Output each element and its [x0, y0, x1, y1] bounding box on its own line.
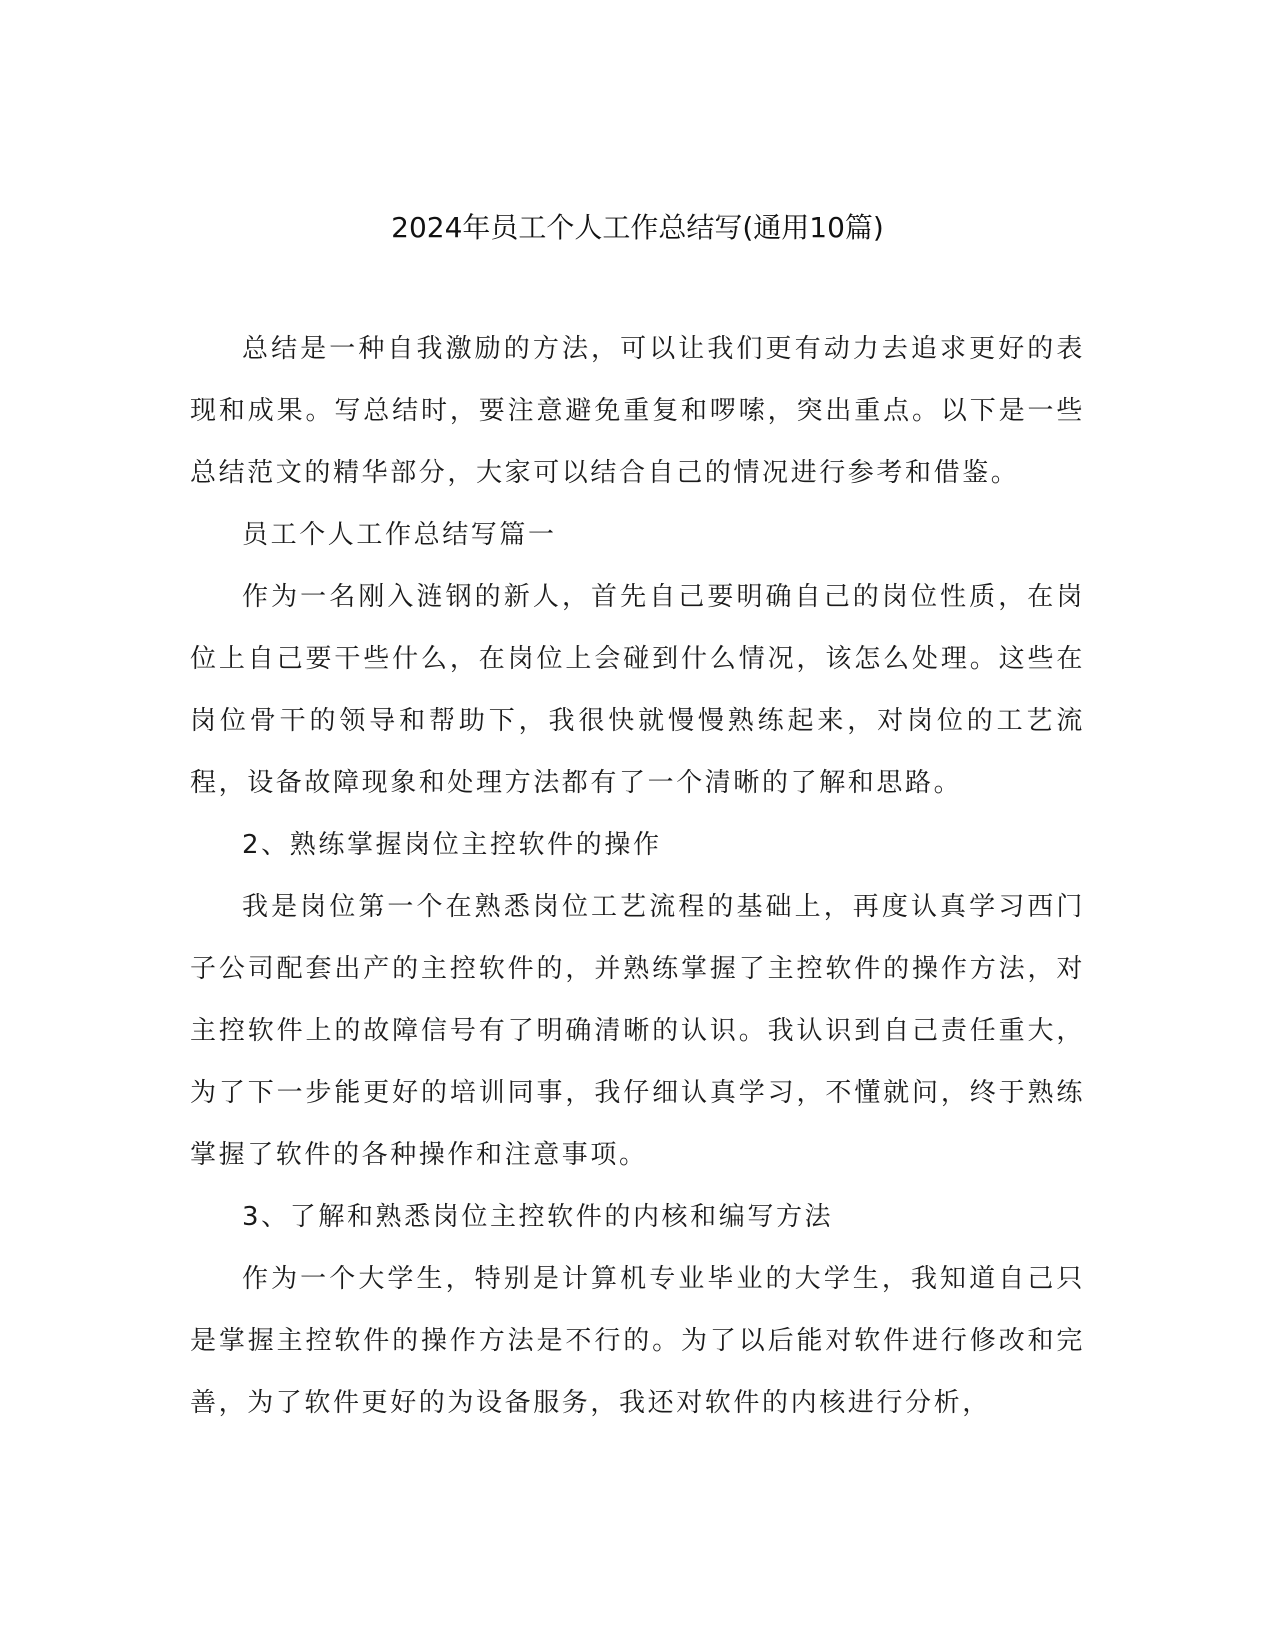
document-title: 2024年员工个人工作总结写(通用10篇) [391, 211, 884, 244]
intro-paragraph: 总结是一种自我激励的方法，可以让我们更有动力去追求更好的表现和成果。写总结时，要注意避免重复和啰嗦，突出重点。以下是一些总结范文的精华部分，大家可以结合自己的情况进行参考和借鉴。 [190, 334, 1085, 488]
body-paragraph: 作为一个大学生，特别是计算机专业毕业的大学生，我知道自己只是掌握主控软件的操作方法是不行的。为了以后能对软件进行修改和完善，为了软件更好的为设备服务，我还对软件的内核进行分析， [190, 1264, 1085, 1418]
document-body [190, 318, 1085, 1434]
section-heading-2: 2、熟练掌握岗位主控软件的操作 [242, 830, 662, 860]
body-paragraph: 我是岗位第一个在熟悉岗位工艺流程的基础上，再度认真学习西门子公司配套出产的主控软件的，并熟练掌握了主控软件的操作方法，对主控软件上的故障信号有了明确清晰的认识。我认识到自己责任重大，为了下一步能更好的培训同事，我仔细认真学习，不懂就问，终于熟练掌握了软件的各种操作和注意事项。 [190, 892, 1085, 1170]
section-heading-3: 3、了解和熟悉岗位主控软件的内核和编写方法 [242, 1202, 834, 1232]
section-heading-1: 员工个人工作总结写篇一 [242, 520, 557, 550]
body-paragraph: 作为一名刚入涟钢的新人，首先自己要明确自己的岗位性质，在岗位上自己要干些什么，在岗位上会碰到什么情况，该怎么处理。这些在岗位骨干的领导和帮助下，我很快就慢慢熟练起来，对岗位的工艺流程，设备故障现象和处理方法都有了一个清晰的了解和思路。 [190, 582, 1085, 798]
